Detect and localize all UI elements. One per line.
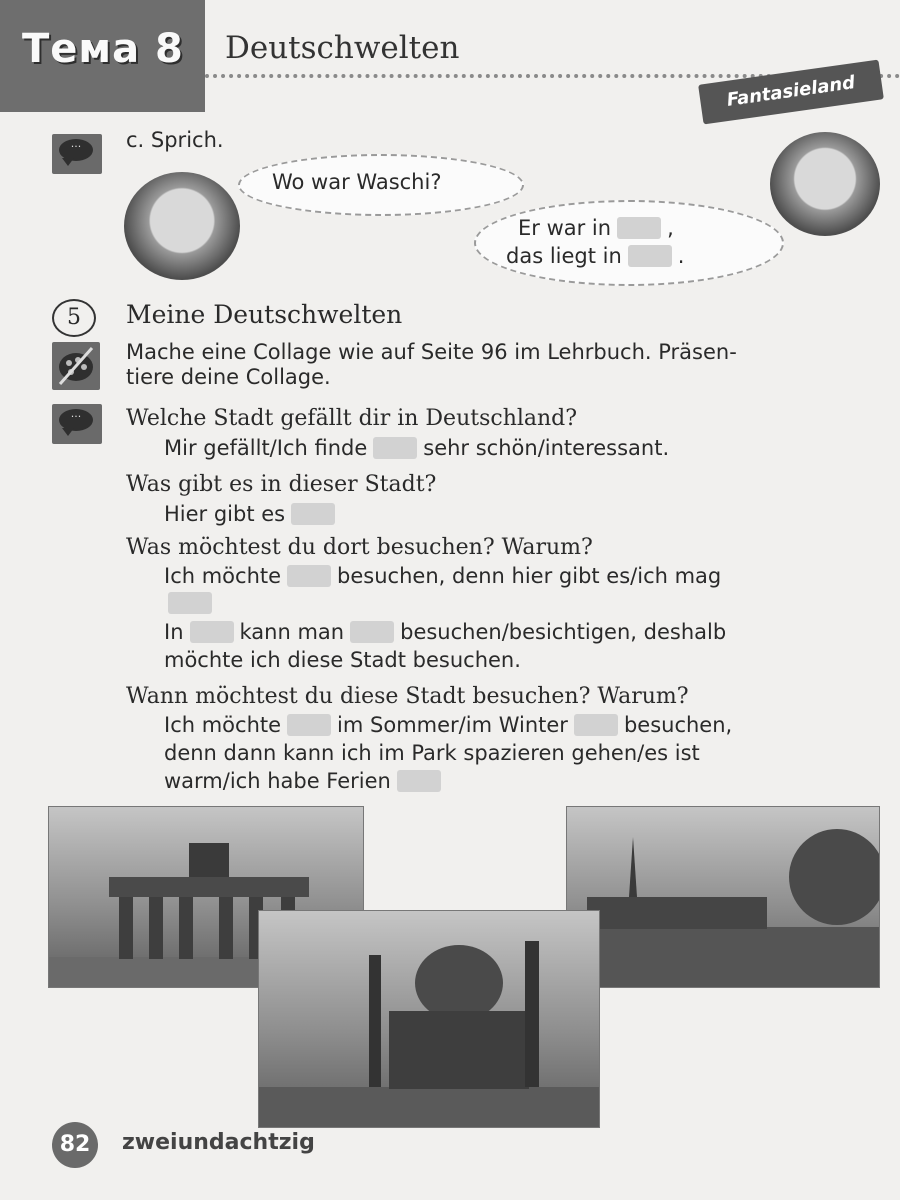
blank-gap[interactable] <box>574 714 618 736</box>
answer-3-line-4: möchte ich diese Stadt besuchen. <box>164 648 521 672</box>
photo-city-riverside <box>566 806 880 988</box>
answer-line-2: das liegt in . <box>506 244 685 268</box>
task-title: Meine Deutschwelten <box>126 300 403 329</box>
answer-bubble <box>474 200 784 286</box>
page-title: Deutschwelten <box>225 30 460 66</box>
answer-3-line-2 <box>162 592 218 614</box>
speech-bubble-icon: ··· <box>52 404 102 444</box>
blank-gap[interactable] <box>291 503 335 525</box>
blank-gap[interactable] <box>617 217 661 239</box>
blank-gap[interactable] <box>287 565 331 587</box>
answer-3-line-3: In kann man besuchen/besichtigen, deshalb <box>164 620 727 644</box>
question-2: Was gibt es in dieser Stadt? <box>126 472 437 497</box>
page-number-word: zweiundachtzig <box>122 1130 315 1155</box>
theme-label: Тема 8 <box>22 26 184 72</box>
answer-1: Mir gefällt/Ich finde sehr schön/interessant. <box>164 436 670 460</box>
answer-4-line-1: Ich möchte im Sommer/im Winter besuchen, <box>164 713 733 737</box>
question-1: Welche Stadt gefällt dir in Deutschland? <box>126 406 578 431</box>
answer-4-line-3: warm/ich habe Ferien <box>164 769 447 793</box>
task-number: 5 <box>52 299 96 337</box>
page-number: 82 <box>52 1122 98 1168</box>
girl-photo <box>124 172 240 280</box>
blank-gap[interactable] <box>350 621 394 643</box>
fantasieland-badge: Fantasieland <box>698 60 884 125</box>
instruction-line-1: Mache eine Collage wie auf Seite 96 im Lehrbuch. Präsen- <box>126 340 737 364</box>
question-text: Wo war Waschi? <box>272 170 442 194</box>
answer-3-line-1: Ich möchte besuchen, denn hier gibt es/ich mag <box>164 564 722 588</box>
instruction-line-2: tiere deine Collage. <box>126 365 331 389</box>
boy-photo <box>770 132 880 236</box>
photo-baroque-church <box>258 910 600 1128</box>
answer-4-line-2: denn dann kann ich im Park spazieren gehen/es ist <box>164 741 700 765</box>
blank-gap[interactable] <box>397 770 441 792</box>
palette-icon <box>52 342 100 390</box>
answer-2: Hier gibt es <box>164 502 341 526</box>
question-3: Was möchtest du dort besuchen? Warum? <box>126 535 593 560</box>
blank-gap[interactable] <box>190 621 234 643</box>
speech-bubble-icon: ··· <box>52 134 102 174</box>
question-4: Wann möchtest du diese Stadt besuchen? Warum? <box>126 684 689 709</box>
answer-line-1: Er war in , <box>518 216 674 240</box>
section-c-label: c. Sprich. <box>126 128 224 152</box>
blank-gap[interactable] <box>373 437 417 459</box>
blank-gap[interactable] <box>287 714 331 736</box>
blank-gap[interactable] <box>168 592 212 614</box>
blank-gap[interactable] <box>628 245 672 267</box>
